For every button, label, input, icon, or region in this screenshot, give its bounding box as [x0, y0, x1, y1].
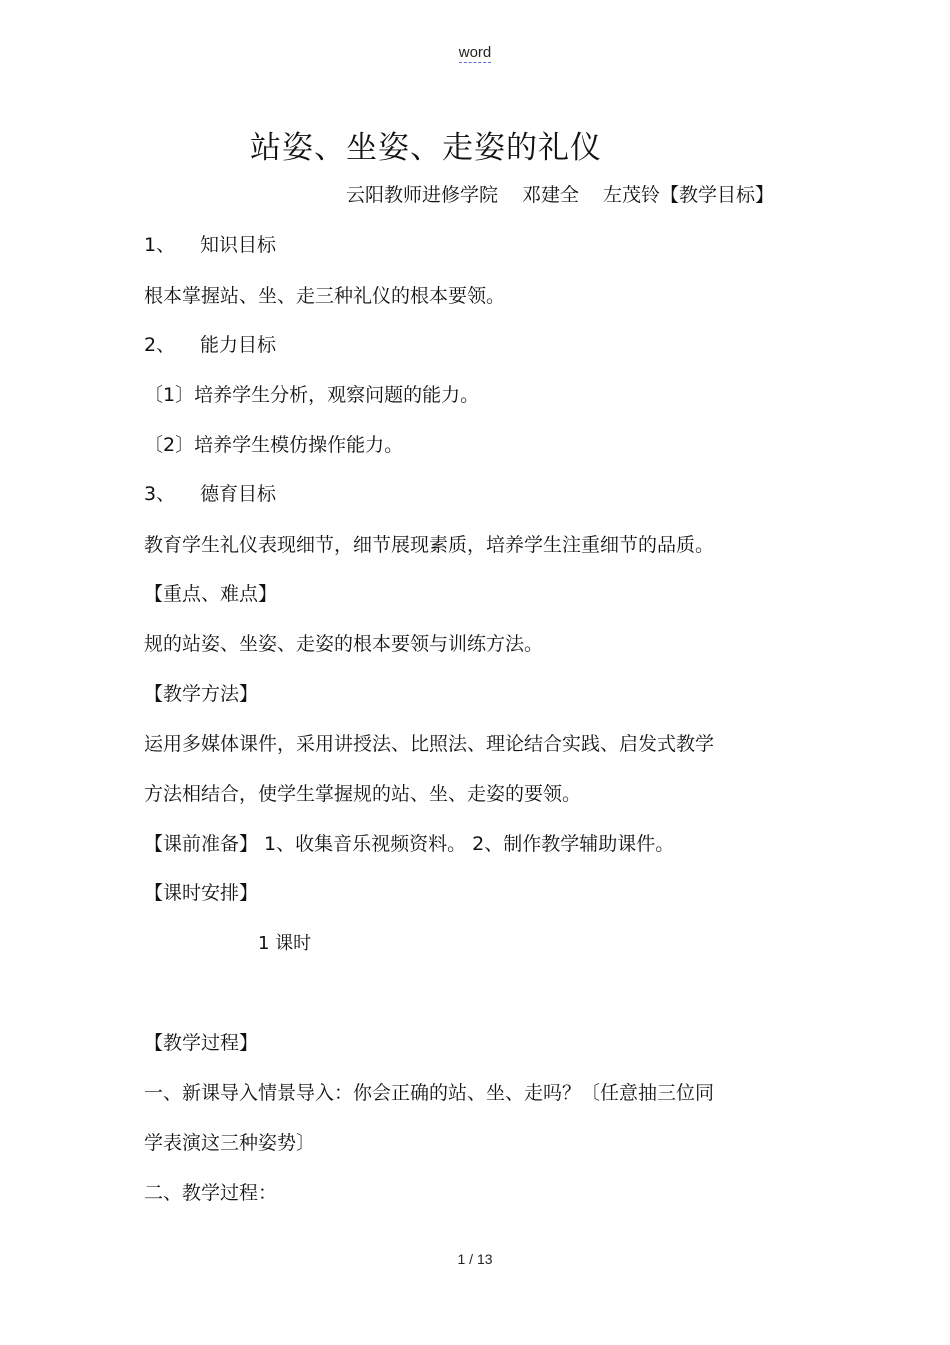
item-number: 1、 [144, 234, 176, 256]
paragraph: 〔2〕培养学生模仿操作能力。 [144, 434, 404, 456]
process-heading: 【教学过程】 [144, 1032, 259, 1054]
item-title: 德育目标 [200, 483, 277, 505]
item-number: 3、 [144, 483, 176, 505]
item-title: 能力目标 [200, 334, 277, 356]
paragraph: 二、教学过程： [144, 1182, 278, 1204]
document-title: 站姿、坐姿、走姿的礼仪 [250, 130, 602, 166]
page-number: 1 / 13 [457, 1251, 493, 1267]
keypoints-heading: 【重点、难点】 [144, 583, 278, 605]
paragraph: 方法相结合，使学生掌握规的站、坐、走姿的要领。 [144, 783, 582, 805]
section-moral-heading [144, 479, 276, 506]
methods-heading: 【教学方法】 [144, 683, 259, 705]
paragraph: 学表演这三种姿势〕 [144, 1132, 316, 1154]
paragraph: 规的站姿、坐姿、走姿的根本要领与训练方法。 [144, 633, 544, 655]
paragraph: 运用多媒体课件，采用讲授法、比照法、理论结合实践、启发式教学 [144, 733, 715, 755]
header-label: word [458, 44, 492, 61]
schedule-text: 1 课时 [258, 933, 312, 954]
paragraph: 教育学生礼仪表现细节，细节展现素质，培养学生注重细节的品质。 [144, 534, 715, 556]
page-header [0, 44, 950, 61]
section-knowledge-heading [144, 230, 276, 257]
paragraph: 根本掌握站、坐、走三种礼仪的根本要领。 [144, 285, 506, 307]
author-name-1: 邓建全 [522, 184, 580, 206]
paragraph: 〔1〕培养学生分析，观察问题的能力。 [144, 384, 480, 406]
institution: 云阳教师进修学院 [346, 184, 499, 206]
paragraph: 一、新课导入情景导入：你会正确的站、坐、走吗？〔任意抽三位同 [144, 1082, 715, 1104]
item-title: 知识目标 [200, 234, 277, 256]
author-name-2: 左茂铃【教学目标】 [603, 184, 775, 206]
schedule-heading: 【课时安排】 [144, 882, 259, 904]
author-line [346, 180, 774, 207]
item-number: 2、 [144, 334, 176, 356]
prep-line: 【课前准备】 1、收集音乐视频资料。 2、制作教学辅助课件。 [144, 833, 675, 855]
section-ability-heading [144, 330, 276, 357]
